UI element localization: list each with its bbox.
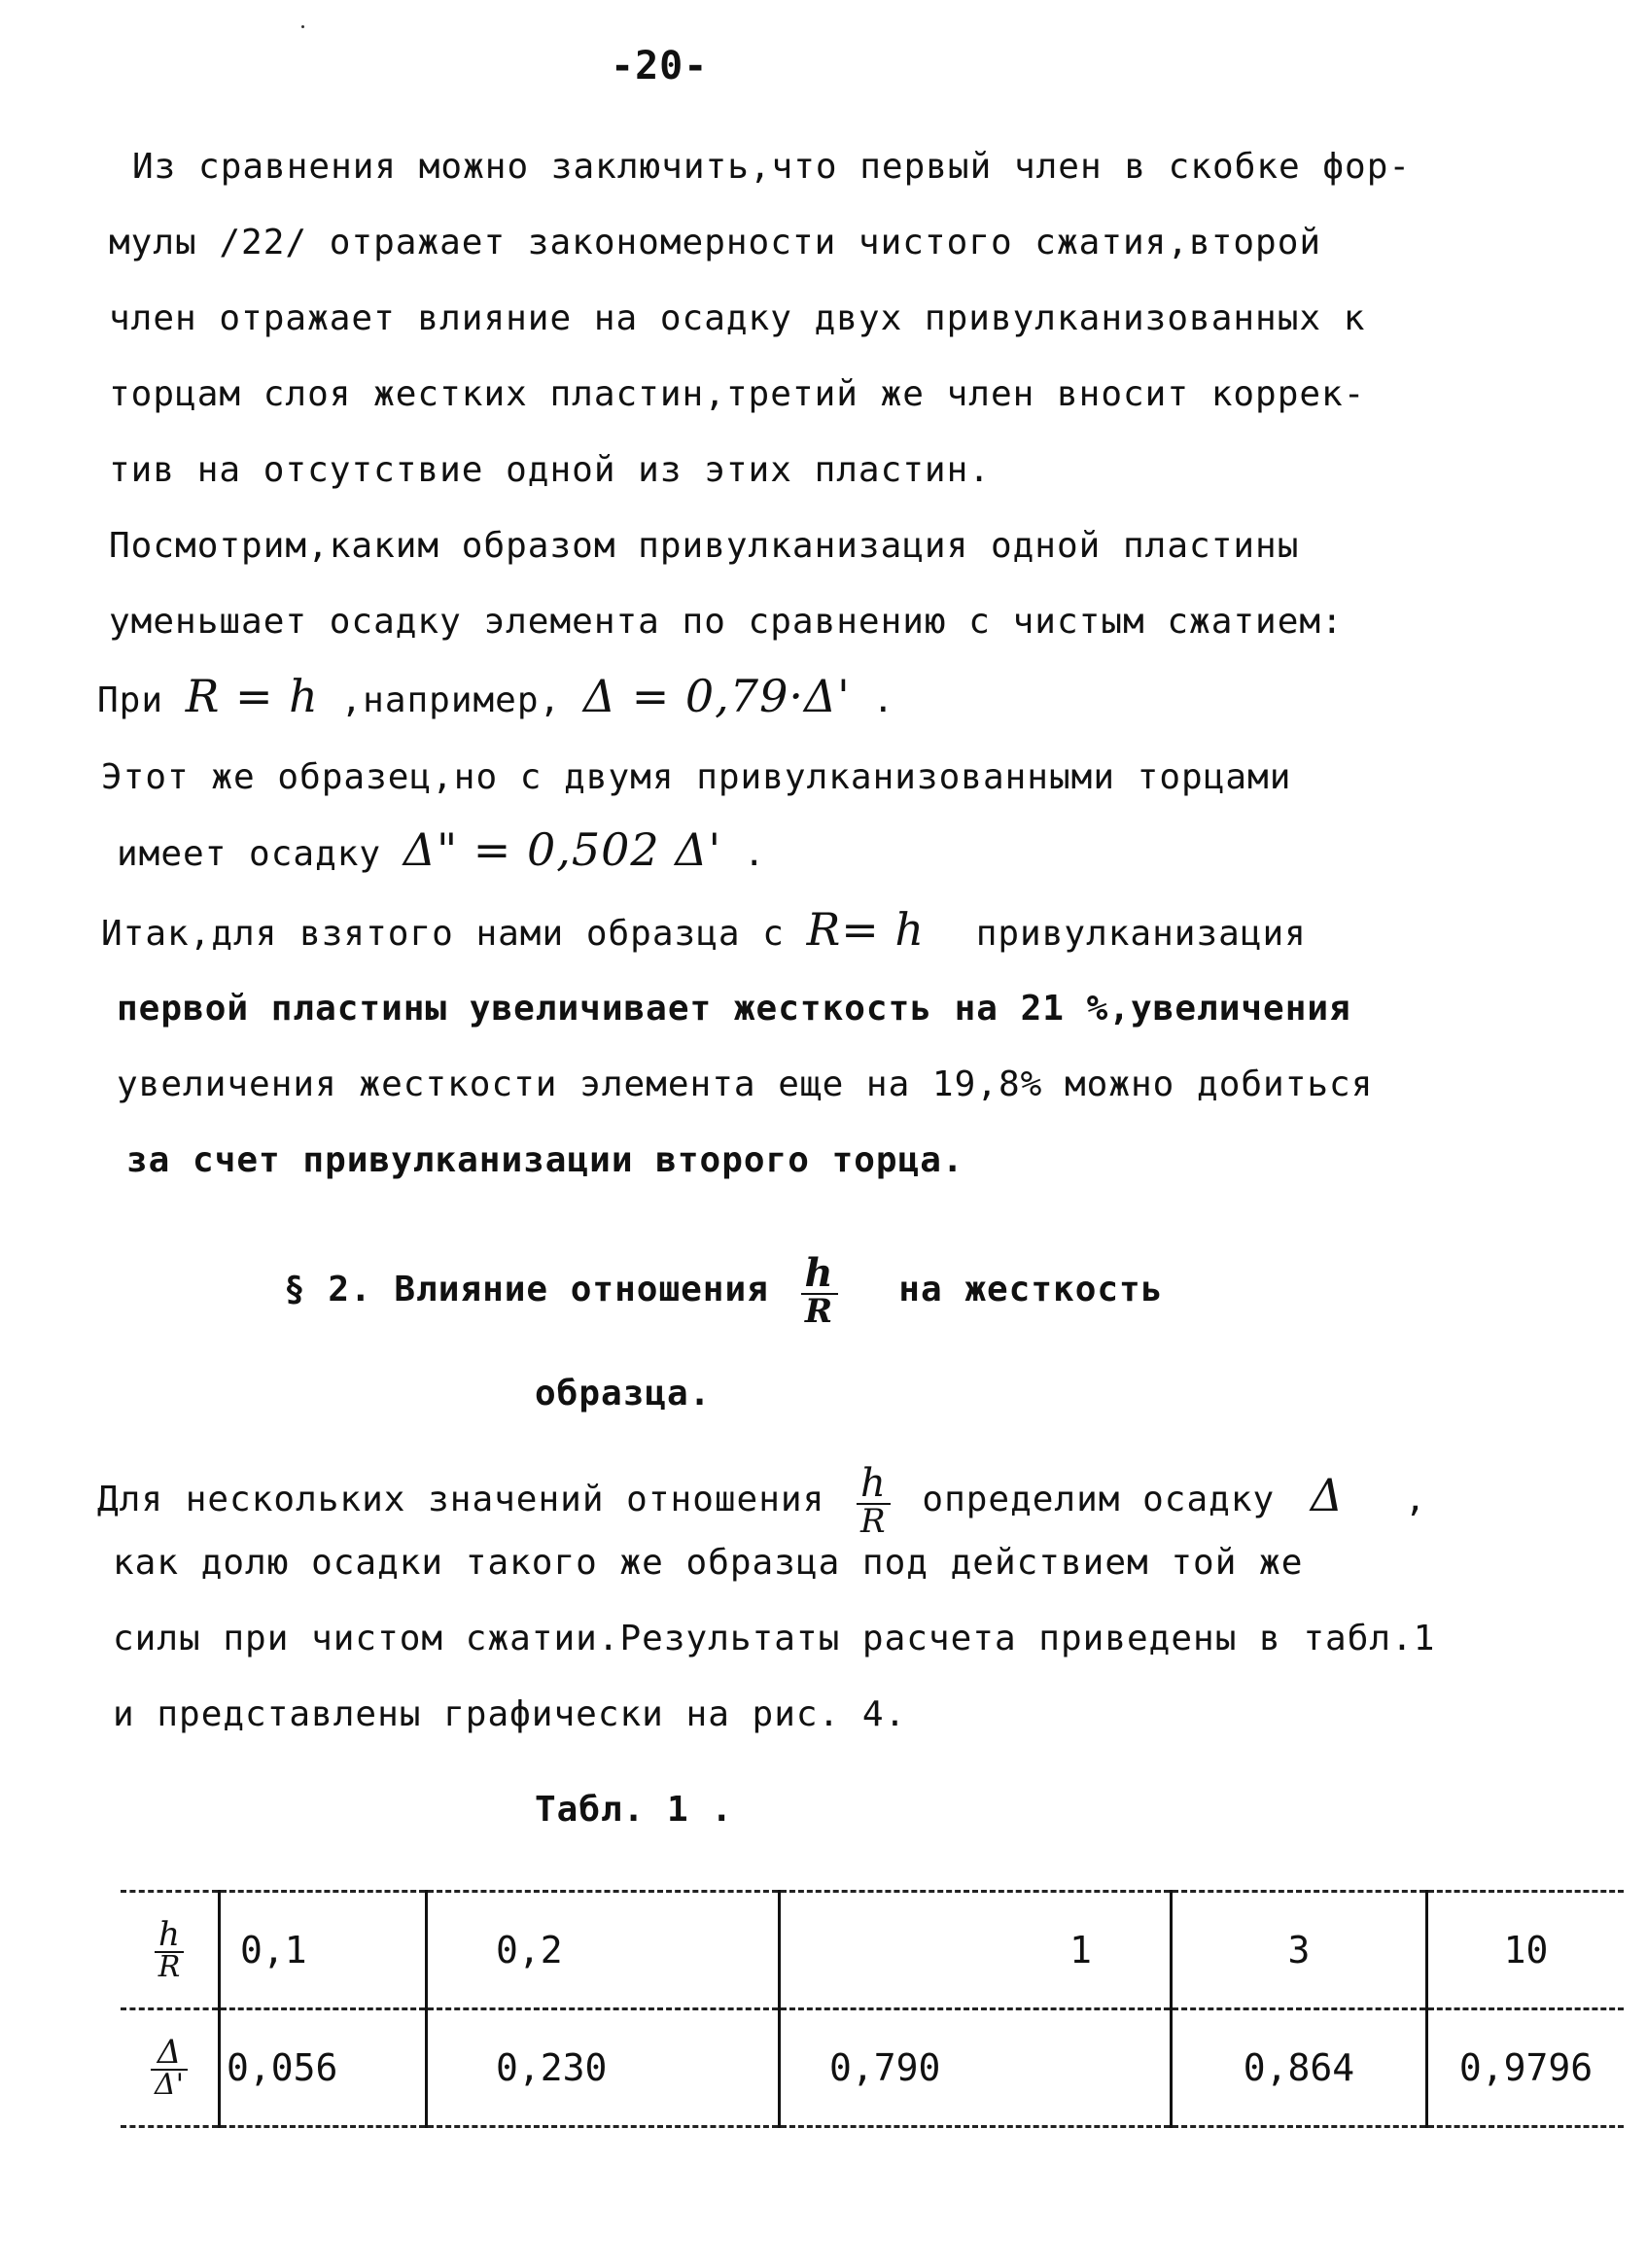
paragraph-4-prefix: Итак,для взятого нами образца с — [101, 914, 785, 954]
formula-r-h: R= h — [806, 903, 926, 956]
example-suffix: . — [872, 680, 895, 720]
page-number: -20- — [611, 44, 709, 88]
paragraph-3-line-1: Этот же образец,но с двумя привулканизованными торцами — [101, 757, 1292, 797]
scan-speck — [301, 25, 304, 28]
table-row-header — [121, 2009, 220, 2127]
fraction-numerator: Δ — [151, 2036, 188, 2071]
section-heading-suffix: на жесткость — [898, 1270, 1164, 1309]
fraction-numerator: h — [857, 1464, 891, 1505]
paragraph-5-prefix: Для нескольких значений отношения — [97, 1480, 825, 1519]
fraction-numerator: h — [155, 1918, 185, 1953]
delta-symbol: Δ — [1310, 1469, 1345, 1521]
example-middle: ,например, — [340, 680, 562, 720]
paragraph-4-line-1 — [101, 903, 1307, 956]
table-cell: 0,230 — [427, 2009, 780, 2127]
paragraph-5-line-1 — [97, 1461, 1427, 1541]
formula-delta-0502: Δ" = 0,502 Δ' — [403, 823, 722, 876]
table-cell: 1 — [780, 1892, 1172, 2009]
section-heading-line-2: образца. — [535, 1374, 712, 1413]
paragraph-1-line-1: Из сравнения можно заключить,что первый член в скобке фор- — [132, 147, 1412, 187]
section-heading-prefix: § 2. Влияние отношения — [284, 1270, 769, 1309]
paragraph-5-mid: определим осадку — [922, 1480, 1276, 1519]
fraction-denominator: R — [804, 1292, 834, 1331]
paragraph-5-line-4: и представлены графически на рис. 4. — [113, 1694, 907, 1734]
paragraph-4-suffix: привулканизация — [975, 914, 1307, 954]
example-prefix: При — [97, 680, 164, 720]
paragraph-1-line-5: тив на отсутствие одной из этих пластин. — [109, 450, 991, 490]
table-caption: Табл. 1 . — [535, 1790, 734, 1830]
table-row-h-over-r — [121, 1892, 1624, 2009]
paragraph-5-line-2: как долю осадки такого же образца под действием той же — [113, 1543, 1304, 1583]
formula-delta-079: Δ = 0,79·Δ' — [582, 670, 851, 722]
paragraph-4-line-4: за счет привулканизации второго торца. — [126, 1140, 964, 1180]
paragraph-4-line-2: первой пластины увеличивает жесткость на 21 %,увеличения — [117, 989, 1351, 1029]
table-cell: 0,864 — [1172, 2009, 1427, 2127]
paragraph-1-line-3: член отражает влияние на осадку двух привулканизованных к — [109, 298, 1366, 338]
paragraph-5-comma: , — [1404, 1480, 1427, 1519]
fraction-h-over-r-inline — [857, 1461, 891, 1541]
paragraph-5-line-3: силы при чистом сжатии.Результаты расчета приведены в табл.1 — [113, 1619, 1436, 1658]
table-row-header — [121, 1892, 220, 2009]
fraction-denominator: Δ' — [155, 2068, 184, 2102]
table-cell: 0,056 — [220, 2009, 427, 2127]
fraction-denominator: R — [860, 1502, 887, 1541]
fraction-numerator: h — [801, 1254, 838, 1295]
fraction-h-over-r-table — [155, 1915, 185, 1984]
table-cell: 0,9796 — [1427, 2009, 1625, 2127]
table-1 — [121, 1890, 1624, 2128]
paragraph-3-line-2 — [117, 823, 766, 876]
paragraph-2-line-2: уменьшает осадку элемента по сравнению с чистым сжатием: — [109, 602, 1344, 642]
table-row-delta-ratio — [121, 2009, 1624, 2127]
paragraph-3-prefix: имеет осадку — [117, 834, 382, 874]
section-heading — [284, 1250, 1164, 1331]
fraction-delta-ratio — [151, 2033, 188, 2102]
paragraph-2-line-1: Посмотрим,каким образом привулканизация одной пластины — [109, 526, 1300, 566]
table-cell: 0,1 — [220, 1892, 427, 2009]
paragraph-3-suffix: . — [743, 834, 766, 874]
paragraph-1-line-2: мулы /22/ отражает закономерности чистого сжатия,второй — [109, 223, 1322, 262]
paragraph-4-line-3: увеличения жесткости элемента еще на 19,8% можно добиться — [117, 1064, 1374, 1104]
table-cell: 10 — [1427, 1892, 1625, 2009]
table-cell: 3 — [1172, 1892, 1427, 2009]
table-cell: 0,790 — [780, 2009, 1172, 2127]
formula-r-equals-h: R = h — [185, 670, 319, 722]
example-line — [97, 670, 895, 722]
fraction-h-over-r — [801, 1250, 838, 1331]
paragraph-1-line-4: торцам слоя жестких пластин,третий же член вносит коррек- — [109, 374, 1366, 414]
fraction-denominator: R — [158, 1950, 181, 1984]
table-cell: 0,2 — [427, 1892, 780, 2009]
